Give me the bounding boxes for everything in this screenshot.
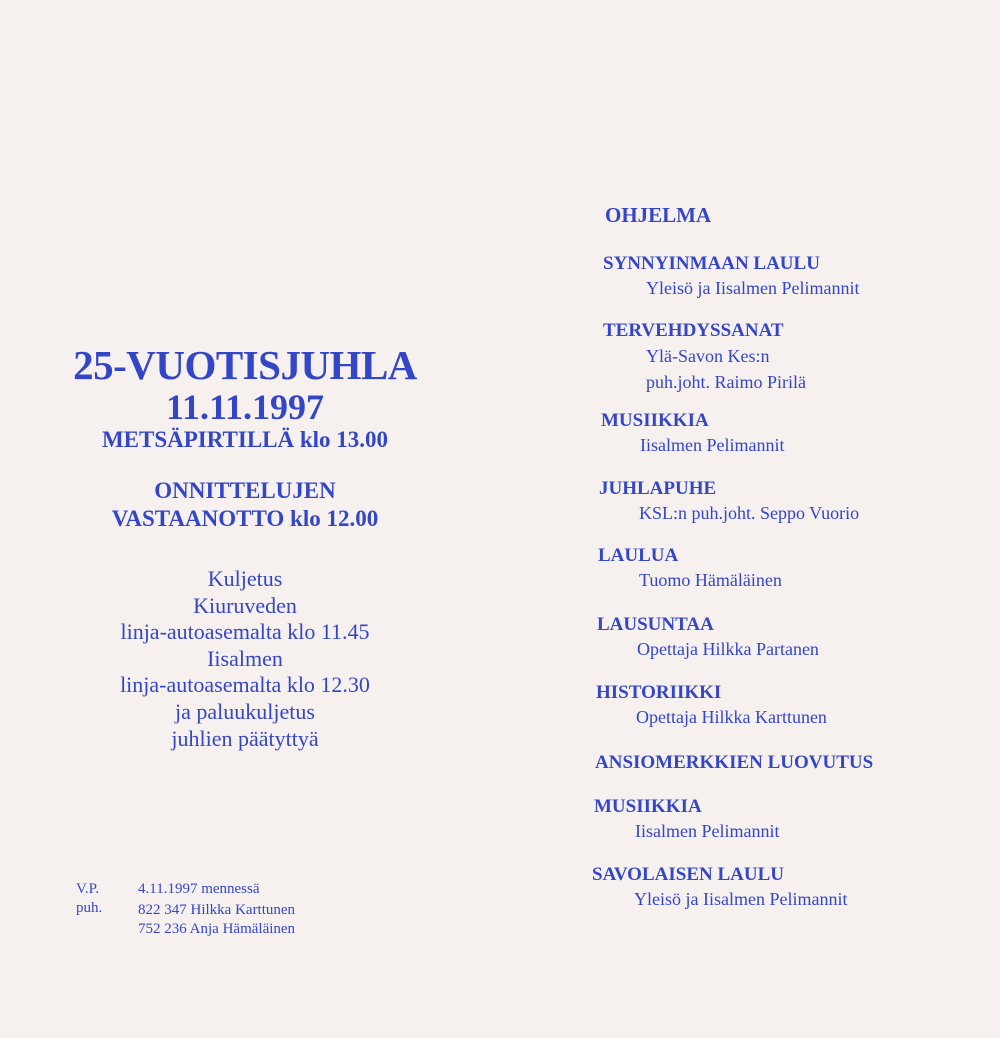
program-item-name: ANSIOMERKKIEN LUOVUTUS — [595, 752, 874, 773]
program-item — [597, 613, 819, 661]
program-item-performer: Iisalmen Pelimannit — [640, 435, 785, 455]
transport-line: linja-autoasemalta klo 11.45 — [120, 619, 370, 645]
transport-line: linja-autoasemalta klo 12.30 — [120, 672, 370, 698]
program-item-name: LAUSUNTAA — [597, 614, 714, 635]
program-item-performer: Yleisö ja Iisalmen Pelimannit — [634, 889, 848, 909]
event-date: 11.11.1997 — [165, 387, 325, 427]
rsvp-label: V.P. — [76, 881, 100, 897]
phone-label: puh. — [76, 900, 103, 916]
program-heading: OHJELMA — [605, 203, 712, 227]
program-item — [599, 477, 859, 525]
program-item — [598, 544, 782, 592]
program-item-performer: Opettaja Hilkka Karttunen — [636, 707, 827, 727]
reception-line: VASTAANOTTO klo 12.00 — [111, 506, 379, 531]
program-item — [592, 863, 847, 911]
program-item-name: HISTORIIKKI — [596, 682, 722, 703]
program-item — [601, 409, 784, 457]
program-item — [603, 319, 806, 395]
program-item-name: MUSIIKKIA — [601, 410, 709, 431]
program-item-name: JUHLAPUHE — [599, 478, 717, 499]
program-item-performer: Ylä-Savon Kes:n — [646, 346, 770, 366]
program-item — [603, 252, 859, 300]
rsvp-deadline: 4.11.1997 mennessä — [138, 881, 260, 897]
program-item — [596, 681, 827, 729]
event-title: 25-VUOTISJUHLA — [73, 342, 417, 388]
program-item-name: TERVEHDYSSANAT — [603, 320, 784, 341]
rsvp-contact: 822 347 Hilkka Karttunen — [138, 902, 296, 918]
program-item-name: SYNNYINMAAN LAULU — [603, 253, 820, 274]
transport-line: Kuljetus — [207, 566, 283, 591]
program-item-performer: puh.joht. Raimo Pirilä — [646, 372, 806, 392]
program-item-performer: Tuomo Hämäläinen — [639, 570, 782, 590]
rsvp-contact: 752 236 Anja Hämäläinen — [138, 921, 296, 937]
event-venue: METSÄPIRTILLÄ klo 13.00 — [101, 427, 389, 452]
program-item-performer: Yleisö ja Iisalmen Pelimannit — [646, 278, 860, 298]
program-item — [594, 795, 779, 843]
reception-line: ONNITTELUJEN — [154, 478, 336, 503]
program-item-name: MUSIIKKIA — [594, 796, 702, 817]
program-item-performer: Opettaja Hilkka Partanen — [637, 639, 819, 659]
transport-line: Iisalmen — [207, 645, 283, 671]
transport-line: Kiuruveden — [193, 592, 297, 618]
program-item-performer: KSL:n puh.joht. Seppo Vuorio — [639, 503, 860, 523]
program-item-name: LAULUA — [598, 545, 679, 566]
transport-line: ja paluukuljetus — [175, 698, 315, 724]
transport-line: juhlien päätyttyä — [171, 725, 319, 751]
program-item-name: SAVOLAISEN LAULU — [592, 864, 784, 885]
program-item-performer: Iisalmen Pelimannit — [635, 821, 780, 841]
program-item — [595, 751, 873, 775]
